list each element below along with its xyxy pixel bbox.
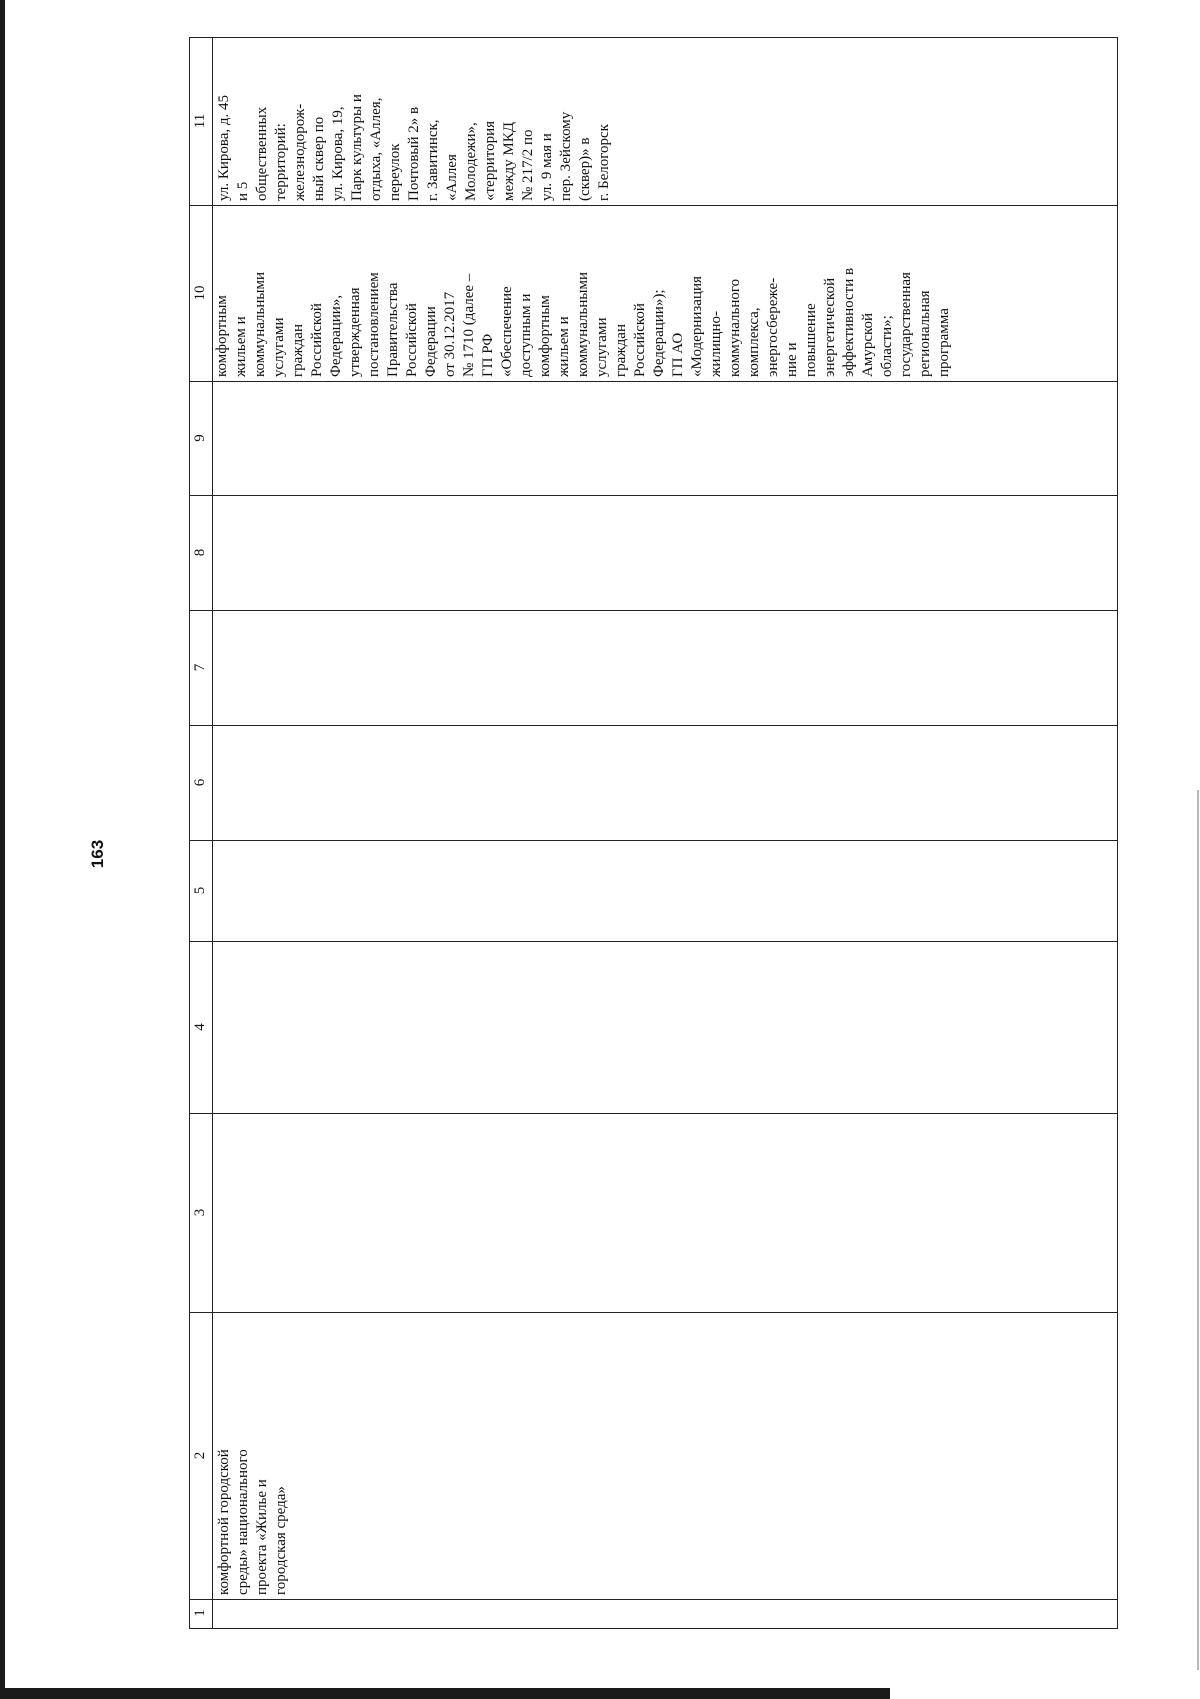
col-boundary <box>189 1312 1118 1313</box>
cell-col-2: комфортной городской среды» национального проекта «Жилье и городская среда» <box>216 1449 289 1595</box>
header-col-4: 4 <box>192 1023 208 1031</box>
header-col-8: 8 <box>192 548 208 557</box>
page-number: 163 <box>88 839 107 869</box>
col-boundary <box>189 1599 1118 1600</box>
header-col-2: 2 <box>192 1451 208 1460</box>
cell-col-11: ул. Кирова, д. 45 и 5 общественных территорий: железнодорож- ный сквер по ул. Кирова, 19, Парк культуры и отдыха, «Аллея, переулок Почтовый 2» в г. Завитинск, «Аллея Молодежи», «территория между МКД № 217/2 по ул. 9 мая и пер. Зейскому (сквер)» в г. Белогорск <box>216 94 612 201</box>
col-boundary <box>189 205 1118 206</box>
scan-edge-left <box>0 0 5 1699</box>
scan-edge-bottom <box>0 1688 890 1699</box>
col-boundary <box>189 1113 1118 1114</box>
header-col-5: 5 <box>192 886 208 895</box>
header-col-9: 9 <box>192 434 208 442</box>
header-col-10: 10 <box>192 285 208 301</box>
col-boundary <box>189 840 1118 841</box>
header-col-11: 11 <box>192 113 208 129</box>
scan-edge-right <box>1197 790 1199 1670</box>
header-col-7: 7 <box>192 663 208 672</box>
col-boundary <box>189 610 1118 611</box>
header-col-3: 3 <box>192 1208 208 1217</box>
header-col-6: 6 <box>192 778 208 787</box>
col-boundary <box>189 725 1118 726</box>
col-boundary <box>189 941 1118 942</box>
col-boundary <box>189 495 1118 496</box>
rotated-table <box>189 37 1118 1629</box>
header-col-1: 1 <box>192 1609 208 1617</box>
cell-col-10: комфортным жильем и коммунальными услугами граждан Российской Федерации», утвержденная постановлением Правительства Российской Федерации от 30.12.2017 № 1710 (далее – ГП РФ «Обеспечение доступным и комфортным жильем и коммунальными услугами граждан Российской Федерации»); ГП АО «Модернизация жилищно- коммунального комплекса, энергосбереже- ние и повышение энергетической эффективности в Амурской области»; государственная региональная программа <box>214 267 952 377</box>
col-boundary <box>189 381 1118 382</box>
